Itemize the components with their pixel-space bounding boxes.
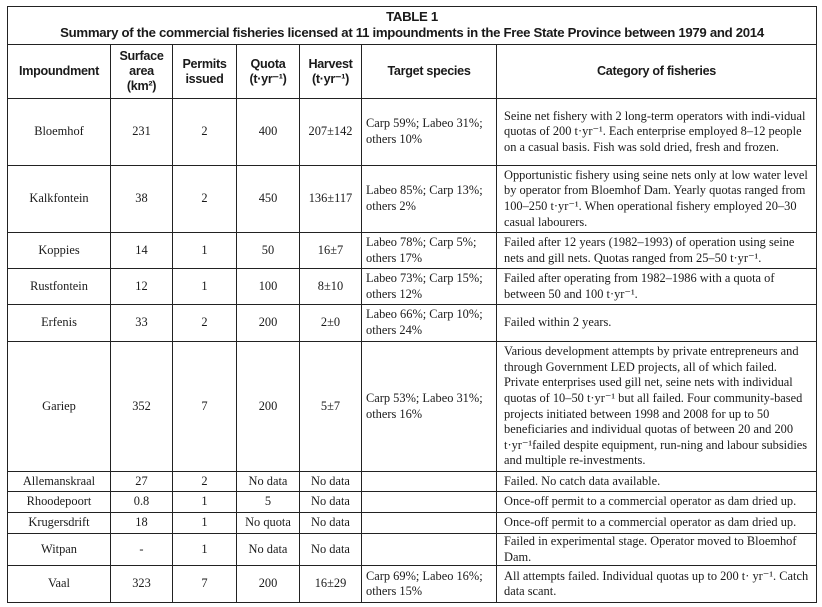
target-species-cell: Labeo 73%; Carp 15%; others 12% xyxy=(362,269,497,305)
surface-area-cell: 14 xyxy=(111,233,173,269)
category-cell: Opportunistic fishery using seine nets only at low water level by operator from Bloemhof Dam. Yearly quotas ranged from 100–250 t·yr⁻¹. When operational fishery employed 20–30 casual labourers. xyxy=(497,166,817,233)
table-row xyxy=(8,342,817,472)
quota-cell: 450 xyxy=(237,166,300,233)
harvest-cell: 207±142 xyxy=(300,99,362,166)
header-surface-area: Surface area (km²) xyxy=(111,45,173,99)
quota-cell: 400 xyxy=(237,99,300,166)
permits-cell: 2 xyxy=(173,305,237,342)
category-cell: Failed. No catch data available. xyxy=(497,472,817,492)
impoundment-cell: Koppies xyxy=(8,233,111,269)
table-caption: Summary of the commercial fisheries licensed at 11 impoundments in the Free State Province between 1979 and 2014 xyxy=(60,25,764,40)
target-species-cell: Labeo 66%; Carp 10%; others 24% xyxy=(362,305,497,342)
impoundment-cell: Gariep xyxy=(8,342,111,472)
quota-cell: No data xyxy=(237,534,300,566)
table-row xyxy=(8,492,817,513)
harvest-cell: 5±7 xyxy=(300,342,362,472)
header-category: Category of fisheries xyxy=(497,45,817,99)
target-species-cell: Labeo 85%; Carp 13%; others 2% xyxy=(362,166,497,233)
category-cell: Once-off permit to a commercial operator as dam dried up. xyxy=(497,492,817,513)
category-cell: Once-off permit to a commercial operator as dam dried up. xyxy=(497,513,817,534)
impoundment-cell: Witpan xyxy=(8,534,111,566)
harvest-cell: 2±0 xyxy=(300,305,362,342)
table-row xyxy=(8,513,817,534)
target-species-cell xyxy=(362,513,497,534)
permits-cell: 7 xyxy=(173,342,237,472)
harvest-cell: No data xyxy=(300,513,362,534)
impoundment-cell: Krugersdrift xyxy=(8,513,111,534)
category-cell: Failed after operating from 1982–1986 with a quota of between 50 and 100 t·yr⁻¹. xyxy=(497,269,817,305)
surface-area-cell: 27 xyxy=(111,472,173,492)
table-row xyxy=(8,233,817,269)
harvest-cell: 16±29 xyxy=(300,566,362,603)
table-row xyxy=(8,566,817,603)
header-harvest: Harvest (t·yr⁻¹) xyxy=(300,45,362,99)
harvest-cell: No data xyxy=(300,534,362,566)
table-row xyxy=(8,166,817,233)
header-quota: Quota (t·yr⁻¹) xyxy=(237,45,300,99)
harvest-cell: 16±7 xyxy=(300,233,362,269)
category-cell: Seine net fishery with 2 long-term operators with indi-vidual quotas of 200 t·yr⁻¹. Each enterprise employed 8–12 people on a casual basis. Fish was sold dried, fresh and frozen. xyxy=(497,99,817,166)
permits-cell: 1 xyxy=(173,269,237,305)
harvest-cell: 136±117 xyxy=(300,166,362,233)
permits-cell: 1 xyxy=(173,492,237,513)
harvest-cell: 8±10 xyxy=(300,269,362,305)
header-target-species: Target species xyxy=(362,45,497,99)
quota-cell: 100 xyxy=(237,269,300,305)
fisheries-summary-table xyxy=(7,6,817,603)
category-cell: Failed within 2 years. xyxy=(497,305,817,342)
quota-cell: 5 xyxy=(237,492,300,513)
permits-cell: 1 xyxy=(173,233,237,269)
permits-cell: 2 xyxy=(173,472,237,492)
permits-cell: 7 xyxy=(173,566,237,603)
quota-cell: No data xyxy=(237,472,300,492)
target-species-cell xyxy=(362,472,497,492)
header-permits: Permits issued xyxy=(173,45,237,99)
target-species-cell xyxy=(362,534,497,566)
impoundment-cell: Kalkfontein xyxy=(8,166,111,233)
harvest-cell: No data xyxy=(300,492,362,513)
surface-area-cell: 0.8 xyxy=(111,492,173,513)
target-species-cell: Labeo 78%; Carp 5%; others 17% xyxy=(362,233,497,269)
surface-area-cell: 12 xyxy=(111,269,173,305)
category-cell: Failed in experimental stage. Operator moved to Bloemhof Dam. xyxy=(497,534,817,566)
quota-cell: 50 xyxy=(237,233,300,269)
category-cell: Failed after 12 years (1982–1993) of operation using seine nets and gill nets. Quotas ranged from 25–50 t·yr⁻¹. xyxy=(497,233,817,269)
quota-cell: 200 xyxy=(237,566,300,603)
table-row xyxy=(8,269,817,305)
permits-cell: 1 xyxy=(173,513,237,534)
impoundment-cell: Rustfontein xyxy=(8,269,111,305)
permits-cell: 1 xyxy=(173,534,237,566)
table-body xyxy=(8,99,817,603)
category-cell: All attempts failed. Individual quotas up to 200 t· yr⁻¹. Catch data scant. xyxy=(497,566,817,603)
harvest-cell: No data xyxy=(300,472,362,492)
permits-cell: 2 xyxy=(173,166,237,233)
impoundment-cell: Allemanskraal xyxy=(8,472,111,492)
surface-area-cell: 33 xyxy=(111,305,173,342)
target-species-cell: Carp 53%; Labeo 31%; others 16% xyxy=(362,342,497,472)
surface-area-cell: - xyxy=(111,534,173,566)
target-species-cell: Carp 59%; Labeo 31%; others 10% xyxy=(362,99,497,166)
surface-area-cell: 231 xyxy=(111,99,173,166)
target-species-cell: Carp 69%; Labeo 16%; others 15% xyxy=(362,566,497,603)
quota-cell: 200 xyxy=(237,342,300,472)
surface-area-cell: 323 xyxy=(111,566,173,603)
table-row xyxy=(8,99,817,166)
table-row xyxy=(8,534,817,566)
header-row xyxy=(8,45,817,99)
surface-area-cell: 18 xyxy=(111,513,173,534)
impoundment-cell: Bloemhof xyxy=(8,99,111,166)
table-row xyxy=(8,305,817,342)
quota-cell: 200 xyxy=(237,305,300,342)
target-species-cell xyxy=(362,492,497,513)
surface-area-cell: 352 xyxy=(111,342,173,472)
permits-cell: 2 xyxy=(173,99,237,166)
table-title-row xyxy=(8,7,817,45)
category-cell: Various development attempts by private entrepreneurs and through Government LED projects, all of which failed. Private enterprises used gill net, seine nets with individual quotas of 10–50 t·yr⁻¹ but all failed. Four community-based projects initiated between 1998 and 2008 for up to 50 beneficiaries and individual quotas of between 20 and 200 t·yr⁻¹failed despite equipment, run-ning and labour subsidies and multiple re-investments. xyxy=(497,342,817,472)
quota-cell: No quota xyxy=(237,513,300,534)
surface-area-cell: 38 xyxy=(111,166,173,233)
table-row xyxy=(8,472,817,492)
impoundment-cell: Erfenis xyxy=(8,305,111,342)
impoundment-cell: Vaal xyxy=(8,566,111,603)
table-label: TABLE 1 xyxy=(386,9,438,24)
impoundment-cell: Rhoodepoort xyxy=(8,492,111,513)
header-impoundment: Impoundment xyxy=(8,45,111,99)
